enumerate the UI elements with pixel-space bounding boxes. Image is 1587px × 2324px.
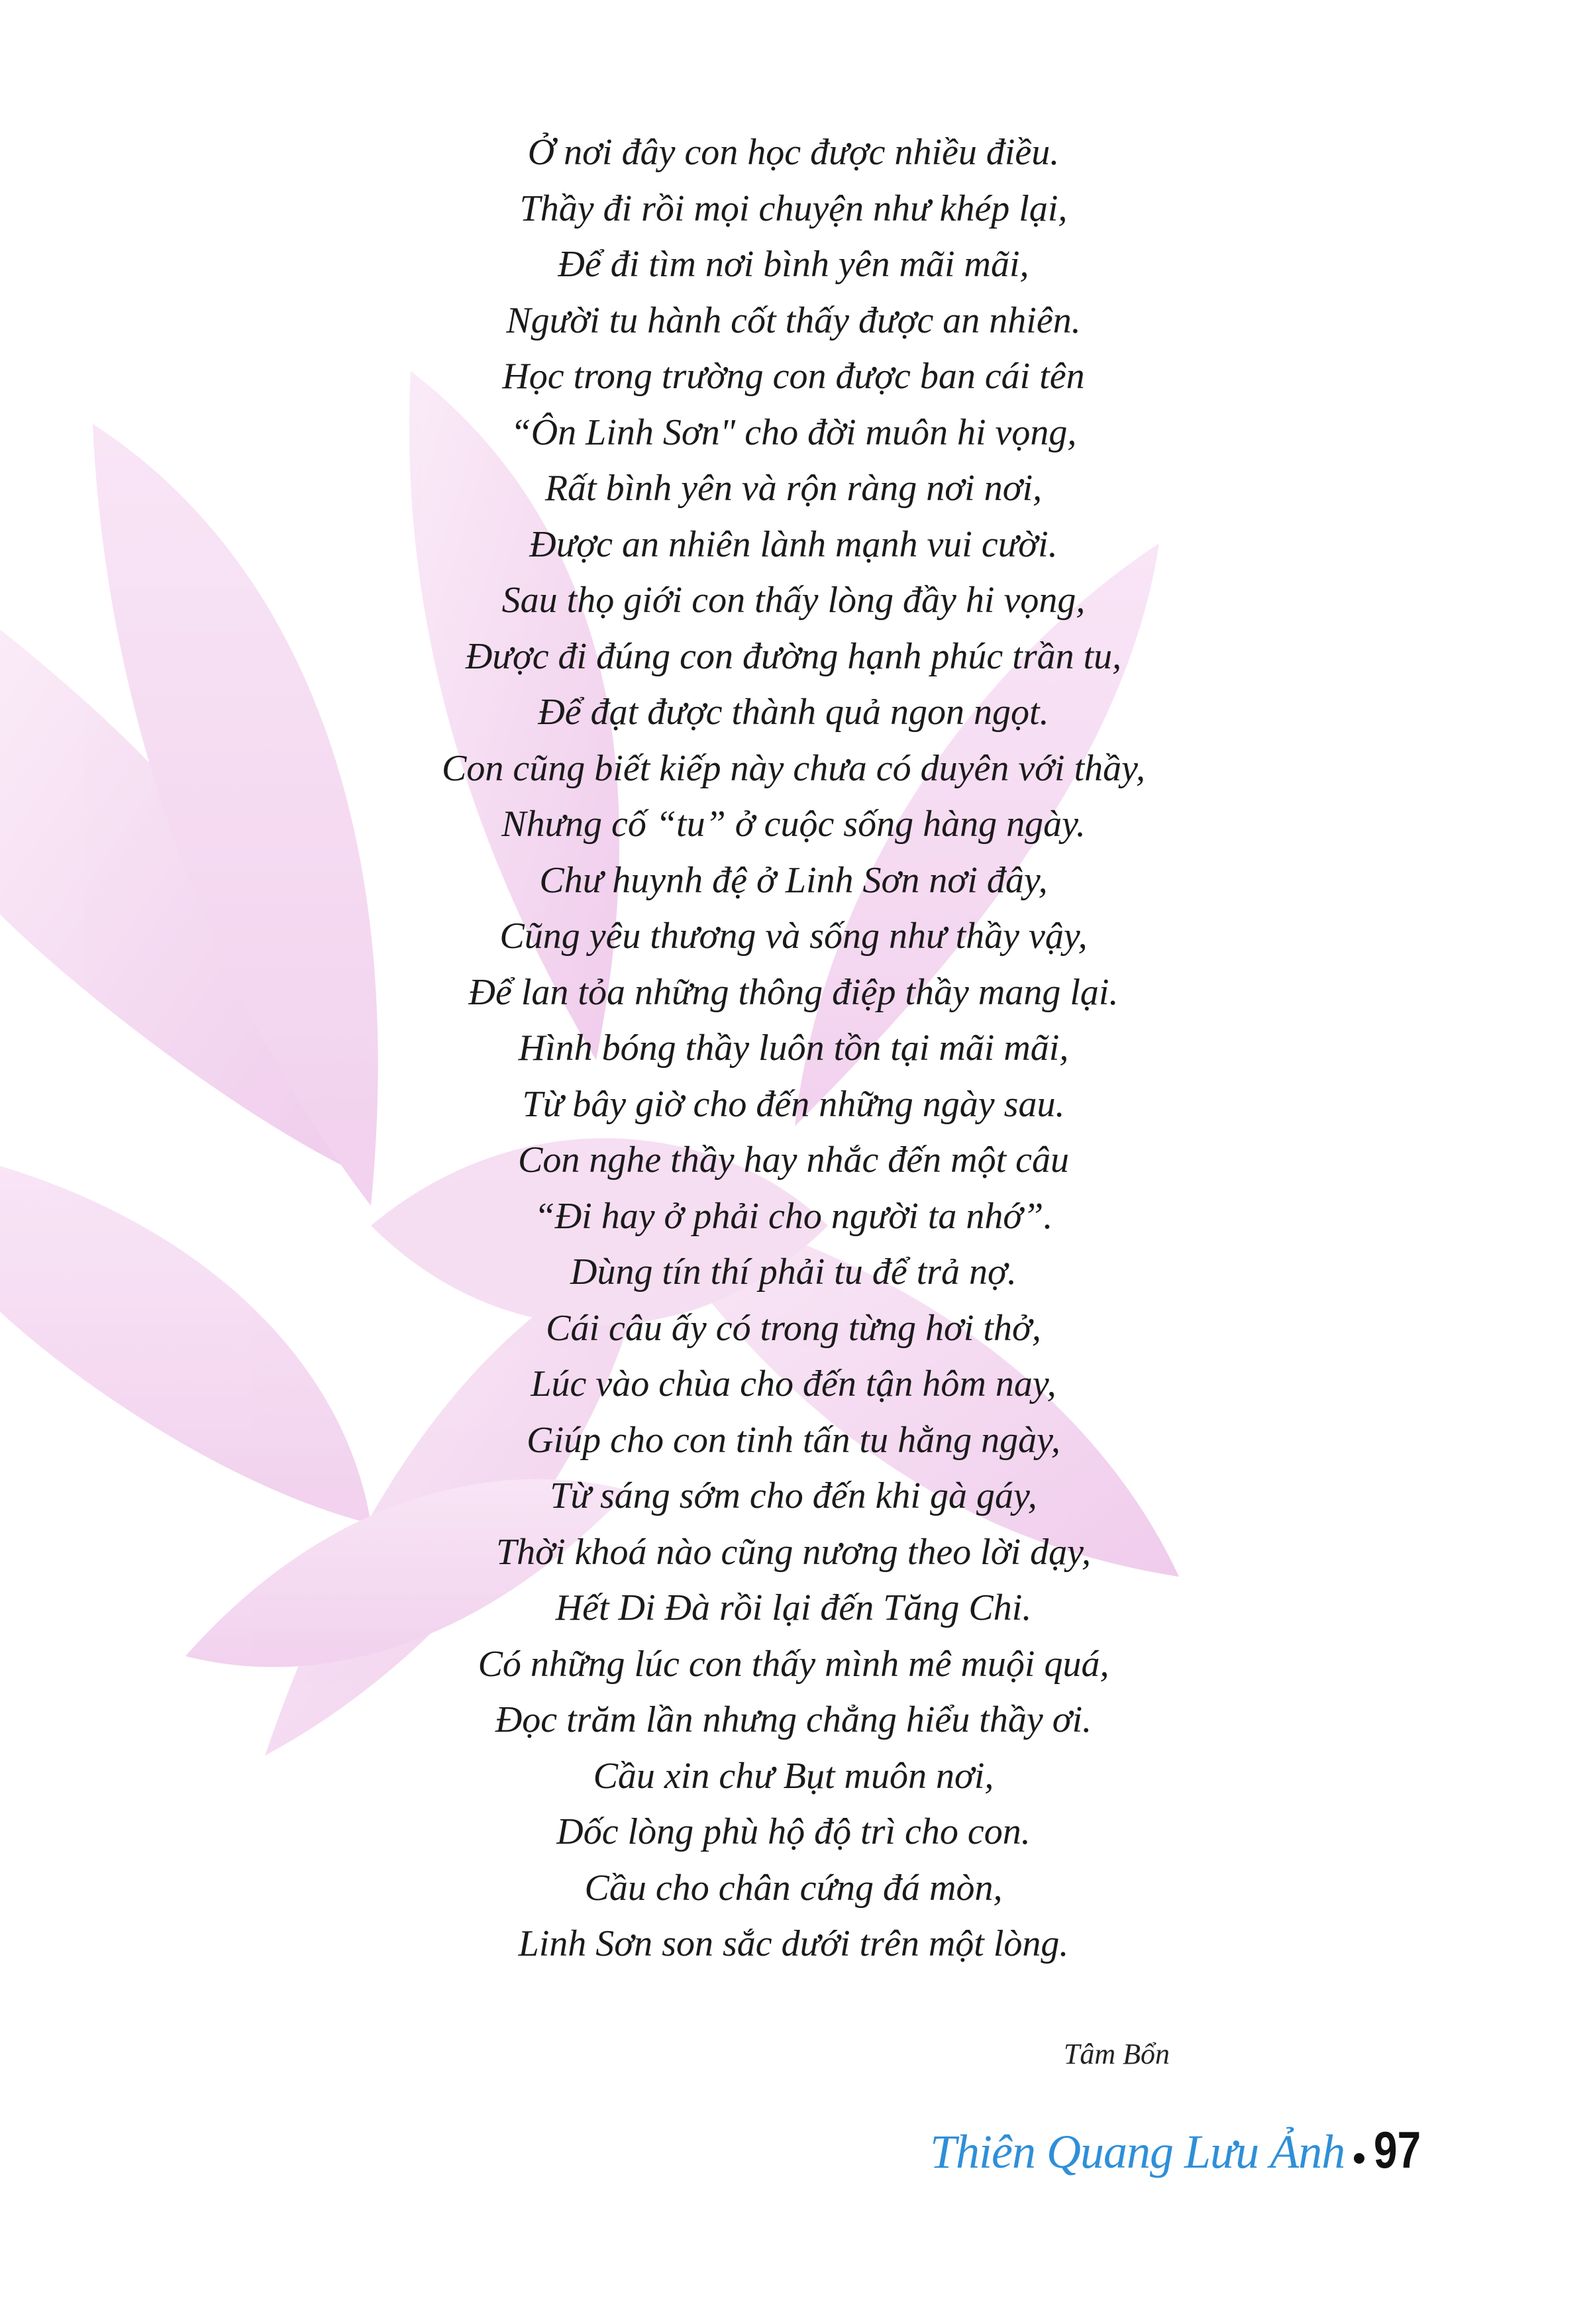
poem-line: Thời khoá nào cũng nương theo lời dạy, <box>496 1531 1091 1573</box>
poem-line: Để đạt được thành quả ngon ngọt. <box>538 692 1049 733</box>
poem-line: Học trong trường con được ban cái tên <box>502 356 1085 397</box>
poem-line: Dùng tín thí phải tu để trả nợ. <box>570 1251 1017 1293</box>
poem-line: Để đi tìm nơi bình yên mãi mãi, <box>558 244 1029 285</box>
poem-line: Rất bình yên và rộn ràng nơi nơi, <box>544 468 1043 509</box>
poem-line: Cũng yêu thương và sống như thầy vậy, <box>499 916 1088 957</box>
poem-line: Nhưng cố “tu” ở cuộc sống hàng ngày. <box>501 804 1086 845</box>
poem-line: Sau thọ giới con thấy lòng đầy hi vọng, <box>501 580 1086 621</box>
poem-line: Từ sáng sớm cho đến khi gà gáy, <box>550 1475 1037 1516</box>
poem-line: Từ bây giờ cho đến những ngày sau. <box>522 1083 1065 1125</box>
poem-body <box>0 125 1587 1972</box>
page-footer <box>930 2120 1431 2186</box>
page-number: 97 <box>1374 2121 1421 2179</box>
poem-line: Con cũng biết kiếp này chưa có duyên với thầy, <box>442 747 1145 789</box>
poem-line: Đọc trăm lần nhưng chẳng hiểu thầy ơi. <box>495 1699 1092 1740</box>
poem-line: Thầy đi rồi mọi chuyện như khép lại, <box>519 187 1068 229</box>
poem-line: Ở nơi đây con học được nhiều điều. <box>527 132 1060 173</box>
poem-line: Người tu hành cốt thấy được an nhiên. <box>506 299 1081 341</box>
poem-line: Linh Sơn son sắc dưới trên một lòng. <box>518 1923 1069 1964</box>
poem-line: Cái câu ấy có trong từng hơi thở, <box>546 1307 1041 1349</box>
poem-line: Con nghe thầy hay nhắc đến một câu <box>517 1139 1070 1181</box>
poem-line: “Đi hay ở phải cho người ta nhớ”. <box>534 1195 1053 1237</box>
poem-line: Cầu cho chân cứng đá mòn, <box>584 1867 1003 1909</box>
poem-line: Chư huynh đệ ở Linh Sơn nơi đây, <box>539 859 1048 901</box>
poem-line: Hết Di Đà rồi lại đến Tăng Chi. <box>555 1587 1032 1628</box>
separator-dot <box>1354 2153 1364 2164</box>
poem-line: Lúc vào chùa cho đến tận hôm nay, <box>531 1363 1056 1404</box>
poem-line: Dốc lòng phù hộ độ trì cho con. <box>556 1811 1031 1852</box>
poem-line: Giúp cho con tinh tấn tu hằng ngày, <box>527 1419 1060 1461</box>
poem-line: Cầu xin chư Bụt muôn nơi, <box>593 1755 994 1797</box>
poem-author: Tâm Bổn <box>1063 2038 1170 2070</box>
poem-line: Có những lúc con thấy mình mê muội quá, <box>478 1643 1109 1685</box>
poem-line: Để lan tỏa những thông điệp thầy mang lại. <box>468 971 1119 1013</box>
poem-line: Được đi đúng con đường hạnh phúc trần tu, <box>465 635 1122 677</box>
poem-line: “Ôn Linh Sơn" cho đời muôn hi vọng, <box>510 411 1077 453</box>
publication-title: Thiên Quang Lưu Ảnh <box>929 2125 1345 2178</box>
poem-line: Được an nhiên lành mạnh vui cười. <box>529 523 1058 565</box>
poem-line: Hình bóng thầy luôn tồn tại mãi mãi, <box>518 1028 1069 1069</box>
